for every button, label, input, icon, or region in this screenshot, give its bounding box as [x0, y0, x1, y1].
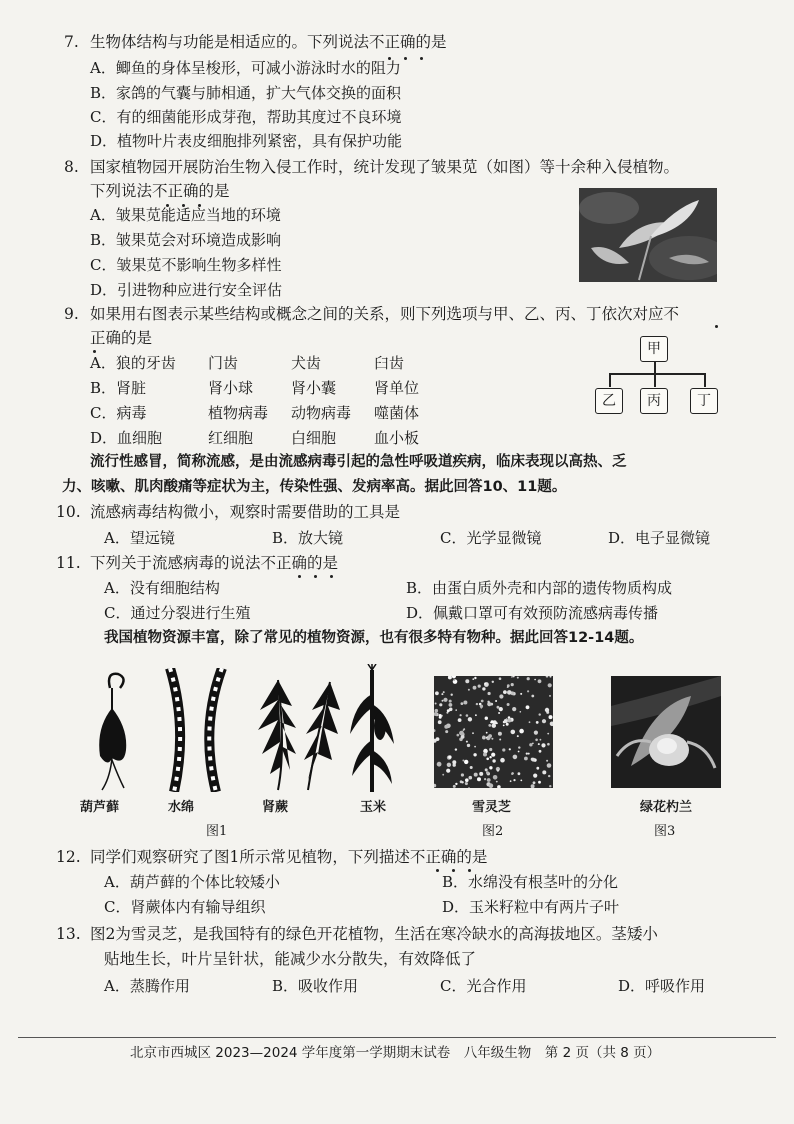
option-b: B．家鸽的气囊与肺相通，扩大气体交换的面积 — [90, 84, 402, 102]
question-number: 11. — [56, 554, 81, 572]
flower-speck — [460, 780, 463, 783]
flower-speck — [461, 735, 465, 739]
question-number: 10. — [56, 503, 81, 521]
flower-speck — [455, 783, 457, 785]
plant-label: 水绵 — [168, 800, 195, 815]
flower-speck — [472, 732, 474, 734]
flower-speck — [467, 744, 470, 747]
flower-speck — [459, 731, 464, 736]
row-d-label: D．血细胞 — [90, 429, 163, 447]
question-9 — [64, 302, 679, 326]
emphasis-dot — [314, 575, 317, 578]
row-a-label: A．狼的牙齿 — [90, 354, 176, 372]
question-stem-continued: 正确的是 — [90, 329, 153, 347]
flower-speck — [540, 739, 542, 741]
flower-speck — [503, 725, 505, 727]
flower-speck — [541, 743, 545, 747]
emphasis-dot — [436, 869, 439, 872]
row-a-cell: 门齿 — [208, 354, 239, 372]
diagram-connector — [609, 373, 705, 375]
flower-speck — [466, 741, 468, 743]
plant-label: 葫芦藓 — [80, 800, 120, 815]
flower-speck — [465, 778, 469, 782]
flower-speck — [526, 753, 528, 755]
flower-speck — [499, 694, 503, 698]
flower-speck — [506, 718, 508, 720]
flower-speck — [510, 780, 512, 782]
row-d-cell: 血小板 — [374, 429, 420, 447]
question-number: 12. — [56, 848, 81, 866]
passage-line: 力、咳嗽、肌肉酸痛等症状为主，传染性强、发病率高。据此回答10、11题。 — [62, 479, 567, 495]
flower-speck — [507, 691, 509, 693]
flower-speck — [500, 758, 505, 763]
row-b-cell: 肾小球 — [208, 379, 254, 397]
flower-speck — [497, 769, 499, 771]
flower-speck — [462, 760, 464, 762]
flower-speck — [538, 679, 542, 683]
page-footer: 北京市西城区 2023—2024 学年度第一学期期末试卷 八年级生物 第 2 页（共 8 页） — [130, 1045, 661, 1061]
flower-speck — [511, 683, 514, 686]
flower-speck — [448, 755, 451, 758]
flower-speck — [480, 705, 483, 708]
flower-speck — [517, 677, 519, 679]
option-c: C．光学显微镜 — [440, 529, 542, 547]
option-b: B．皱果苋会对环境造成影响 — [90, 231, 282, 249]
flower-speck — [473, 753, 476, 756]
flower-speck — [528, 753, 530, 755]
flower-speck — [498, 732, 502, 736]
flower-speck — [439, 703, 442, 706]
photo-label: 雪灵芝 — [472, 800, 512, 815]
emphasis-dot — [330, 575, 333, 578]
flower-speck — [485, 717, 488, 720]
option-d: D．植物叶片表皮细胞排列紧密，具有保护功能 — [90, 132, 403, 150]
flower-speck — [469, 776, 473, 780]
flower-speck — [547, 733, 549, 735]
flower-speck — [441, 693, 443, 695]
flower-speck — [443, 691, 445, 693]
option-c: C．肾蕨体内有输导组织 — [104, 898, 266, 916]
flower-speck — [488, 734, 492, 738]
flower-speck — [549, 715, 553, 719]
flower-speck — [474, 677, 476, 679]
flower-speck — [461, 773, 464, 776]
flower-speck — [520, 780, 522, 782]
flower-speck — [451, 694, 453, 696]
option-b: B．放大镜 — [272, 529, 344, 547]
flower-speck — [539, 713, 541, 715]
question-stem-continued: 贴地生长，叶片呈针状，能减少水分散失，有效降低了 — [104, 950, 477, 968]
option-b: B．由蛋白质外壳和内部的遗传物质构成 — [406, 579, 673, 597]
diagram-connector — [654, 373, 656, 387]
flower-speck — [483, 753, 487, 757]
flower-speck — [478, 685, 481, 688]
flower-speck — [548, 683, 552, 687]
flower-speck — [477, 777, 481, 781]
flower-speck — [542, 719, 546, 723]
question-11 — [56, 551, 338, 575]
flower-speck — [526, 705, 530, 709]
flower-speck — [496, 781, 498, 783]
option-c: C．有的细菌能形成芽孢，帮助其度过不良环境 — [90, 108, 402, 126]
question-stem-continued: 下列说法不正确的是 — [90, 182, 230, 200]
row-b-cell: 肾单位 — [374, 379, 420, 397]
flower-speck — [482, 736, 484, 738]
flower-speck — [486, 732, 488, 734]
option-d: D．玉米籽粒中有两片子叶 — [442, 898, 620, 916]
flower-speck — [532, 758, 536, 762]
question-number: 9. — [64, 305, 79, 323]
flower-speck — [461, 702, 464, 705]
flower-speck — [492, 681, 494, 683]
flower-speck — [437, 762, 442, 767]
flower-speck — [479, 772, 483, 776]
flower-speck — [486, 771, 489, 774]
flower-speck — [474, 773, 478, 777]
flower-speck — [518, 746, 520, 748]
box-ding: 丁 — [690, 388, 718, 414]
flower-speck — [529, 721, 531, 723]
flower-speck — [495, 700, 497, 702]
flower-speck — [485, 768, 488, 771]
flower-speck — [511, 773, 513, 775]
question-10 — [56, 500, 400, 524]
row-a-cell: 臼齿 — [374, 354, 405, 372]
fern-drawing — [256, 670, 342, 792]
flower-speck — [472, 678, 474, 680]
flower-speck — [455, 709, 457, 711]
flower-speck — [513, 755, 518, 760]
row-c-cell: 植物病毒 — [208, 404, 269, 422]
question-stem: 流感病毒结构微小，观察时需要借助的工具是 — [90, 503, 401, 521]
flower-speck — [487, 778, 491, 782]
footer-rule — [18, 1037, 776, 1038]
flower-speck — [536, 721, 539, 724]
question-number: 13. — [56, 925, 81, 943]
flower-speck — [499, 707, 503, 711]
flower-speck — [492, 759, 495, 762]
flower-speck — [533, 781, 536, 784]
figure-caption: 图1 — [206, 824, 228, 839]
row-d-cell: 红细胞 — [208, 429, 254, 447]
flower-speck — [435, 709, 439, 713]
row-b-label: B．肾脏 — [90, 379, 147, 397]
question-stem: 如果用右图表示某些结构或概念之间的关系，则下列选项与甲、乙、丙、丁依次对应不 — [90, 305, 680, 323]
question-stem: 同学们观察研究了图1所示常见植物，下列描述不正确的是 — [90, 848, 488, 866]
flower-speck — [442, 700, 444, 702]
orchid-photo — [611, 676, 721, 788]
row-b-cell: 肾小囊 — [291, 379, 337, 397]
diagram-connector — [704, 373, 706, 387]
flower-speck — [499, 739, 501, 741]
flower-speck — [455, 748, 457, 750]
flower-speck — [532, 743, 534, 745]
flower-speck — [545, 708, 549, 712]
flower-speck — [518, 772, 521, 775]
flower-speck — [511, 676, 513, 678]
flower-speck — [453, 785, 456, 788]
option-a: A．皱果苋能适应当地的环境 — [90, 206, 281, 224]
flower-speck — [484, 683, 486, 685]
option-d: D．引进物种应进行安全评估 — [90, 281, 283, 299]
flower-speck — [445, 730, 448, 733]
flower-speck — [507, 718, 511, 722]
flower-speck — [465, 679, 469, 683]
box-bing: 丙 — [640, 388, 668, 414]
flower-speck — [502, 748, 505, 751]
flower-speck — [460, 714, 462, 716]
flower-speck — [511, 730, 516, 735]
flower-speck — [512, 707, 516, 711]
moss-drawing — [88, 668, 136, 792]
question-stem: 下列关于流感病毒的说法不正确的是 — [90, 554, 339, 572]
flower-speck — [438, 720, 442, 724]
flower-speck — [535, 739, 538, 742]
option-c: C．光合作用 — [440, 977, 527, 995]
flower-speck — [470, 766, 473, 769]
flower-speck — [491, 753, 495, 757]
emphasis-dot — [420, 57, 423, 60]
flower-speck — [474, 746, 476, 748]
box-yi: 乙 — [595, 388, 623, 414]
question-number: 7. — [64, 33, 79, 51]
flower-speck — [444, 725, 448, 729]
flower-speck — [507, 703, 510, 706]
flower-speck — [546, 760, 548, 762]
flower-speck — [517, 735, 519, 737]
flower-speck — [547, 763, 552, 768]
row-c-cell: 噬菌体 — [374, 404, 420, 422]
flower-speck — [549, 695, 551, 697]
flower-speck — [524, 757, 528, 761]
option-d: D．佩戴口罩可有效预防流感病毒传播 — [406, 604, 659, 622]
flower-speck — [487, 701, 489, 703]
row-d-cell: 白细胞 — [291, 429, 337, 447]
flower-speck — [499, 677, 502, 680]
flower-speck — [464, 760, 468, 764]
flower-speck — [442, 774, 444, 776]
flower-speck — [489, 783, 494, 788]
flower-speck — [473, 686, 477, 690]
row-c-cell: 动物病毒 — [291, 404, 352, 422]
flower-speck — [507, 686, 509, 688]
flower-speck — [463, 701, 467, 705]
flower-speck — [548, 775, 550, 777]
flower-speck — [509, 748, 511, 750]
flower-speck — [534, 731, 538, 735]
flower-speck — [443, 698, 447, 702]
question-number: 8. — [64, 158, 79, 176]
flower-speck — [463, 729, 465, 731]
flower-speck — [489, 756, 491, 758]
question-stem: 国家植物园开展防治生物入侵工作时，统计发现了皱果苋（如图）等十余种入侵植物。 — [90, 158, 680, 176]
flower-speck — [457, 734, 460, 737]
question-8 — [64, 155, 679, 179]
flower-speck — [489, 748, 492, 751]
flower-speck — [486, 758, 489, 761]
flower-speck — [536, 767, 539, 770]
flower-speck — [447, 763, 451, 767]
flower-speck — [506, 723, 509, 726]
flower-speck — [498, 712, 500, 714]
flower-speck — [542, 770, 546, 774]
flower-speck — [538, 743, 540, 745]
flower-speck — [446, 769, 450, 773]
box-jia: 甲 — [640, 336, 668, 362]
option-a: A．葫芦藓的个体比较矮小 — [104, 873, 280, 891]
flower-speck — [539, 750, 542, 753]
option-b: B．水绵没有根茎叶的分化 — [442, 873, 619, 891]
option-b: B．吸收作用 — [272, 977, 359, 995]
flower-speck — [475, 714, 477, 716]
flower-speck — [449, 700, 452, 703]
flower-speck — [547, 743, 550, 746]
question-13 — [56, 922, 658, 946]
option-d: D．电子显微镜 — [608, 529, 711, 547]
flower-speck — [513, 779, 515, 781]
plant-label: 玉米 — [360, 800, 387, 815]
flower-speck — [520, 711, 522, 713]
flower-speck — [531, 695, 534, 698]
flower-speck — [488, 692, 491, 695]
flower-speck — [533, 774, 537, 778]
flower-speck — [503, 690, 507, 694]
flower-speck — [520, 693, 522, 695]
flower-speck — [488, 724, 491, 727]
flower-speck — [435, 703, 437, 705]
diagram-connector — [609, 373, 611, 387]
option-a: A．望远镜 — [104, 529, 175, 547]
option-d: D．呼吸作用 — [618, 977, 706, 995]
flower-speck — [481, 700, 484, 703]
flower-speck — [458, 718, 462, 722]
flower-speck — [518, 751, 520, 753]
flower-speck — [491, 738, 493, 740]
flower-speck — [491, 720, 494, 723]
question-7 — [64, 30, 447, 54]
flower-speck — [435, 691, 439, 695]
flower-speck — [452, 760, 456, 764]
passage-line: 我国植物资源丰富，除了常见的植物资源，也有很多特有物种。据此回答12-14题。 — [104, 630, 644, 646]
flower-speck — [527, 677, 530, 680]
flower-speck — [449, 708, 453, 712]
flower-speck — [486, 737, 488, 739]
flower-speck — [449, 703, 453, 707]
flower-speck — [489, 766, 492, 769]
figure-caption: 图2 — [482, 824, 504, 839]
flower-speck — [493, 775, 498, 780]
flower-speck — [497, 706, 500, 709]
emphasis-dot — [298, 575, 301, 578]
flower-speck — [534, 679, 536, 681]
emphasis-dot — [715, 325, 718, 328]
option-a: A．鲫鱼的身体呈梭形，可减小游泳时水的阻力 — [90, 59, 401, 77]
flower-speck — [527, 690, 529, 692]
plant-label: 肾蕨 — [262, 800, 289, 815]
emphasis-dot — [404, 57, 407, 60]
spirogyra-drawing — [160, 668, 234, 792]
flower-speck — [468, 689, 470, 691]
flower-speck — [484, 778, 486, 780]
flower-speck — [466, 714, 469, 717]
flower-speck — [538, 781, 541, 784]
photo-label: 绿花杓兰 — [640, 800, 693, 815]
flower-speck — [549, 785, 551, 787]
flower-speck — [519, 729, 524, 734]
passage-line: 流行性感冒，简称流感，是由流感病毒引起的急性呼吸道疾病，临床表现以高热、乏 — [90, 454, 627, 470]
option-c: C．通过分裂进行生殖 — [104, 604, 251, 622]
flower-speck — [482, 687, 485, 690]
plant-photo — [579, 188, 717, 282]
flower-speck — [439, 714, 442, 717]
question-12 — [56, 845, 487, 869]
figure-caption: 图3 — [654, 824, 676, 839]
flower-speck — [476, 703, 478, 705]
snow-lotus-photo — [434, 676, 553, 788]
flower-speck — [468, 717, 472, 721]
option-a: A．没有细胞结构 — [104, 579, 220, 597]
row-c-label: C．病毒 — [90, 404, 147, 422]
question-stem: 图2为雪灵芝，是我国特有的绿色开花植物，生活在寒冷缺水的高海拔地区。茎矮小 — [90, 925, 658, 943]
flower-speck — [529, 743, 532, 746]
corn-drawing — [350, 664, 394, 792]
flower-speck — [465, 782, 468, 785]
flower-speck — [453, 679, 455, 681]
option-c: C．皱果苋不影响生物多样性 — [90, 256, 282, 274]
row-a-cell: 犬齿 — [291, 354, 322, 372]
question-stem: 生物体结构与功能是相适应的。下列说法不正确的是 — [90, 33, 447, 51]
option-a: A．蒸腾作用 — [104, 977, 190, 995]
